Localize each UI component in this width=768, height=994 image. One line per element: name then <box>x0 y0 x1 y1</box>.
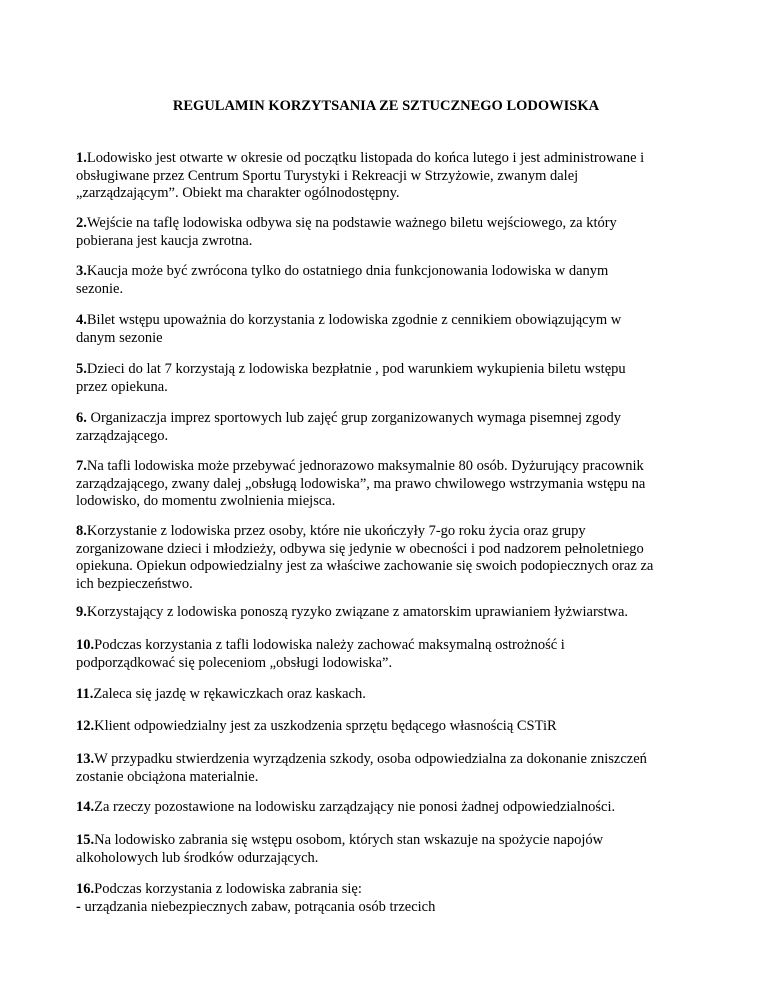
bullet-dash: - <box>76 898 81 915</box>
paragraph-number: 8. <box>76 523 87 539</box>
paragraph-2 <box>76 215 694 250</box>
paragraph-text: ich bezpieczeństwo. <box>76 575 193 592</box>
paragraph-number: 4. <box>76 312 87 328</box>
paragraph-text: zarządzającego, zwany dalej „obsługą lodowiska”, ma prawo chwilowego wstrzymania wstępu na <box>76 475 646 492</box>
paragraph-number: 15. <box>76 832 95 848</box>
paragraph-text: danym sezonie <box>76 329 163 346</box>
paragraph-number: 9. <box>76 604 87 620</box>
paragraph-text: „zarządzającym”. Obiekt ma charakter ogólnodostępny. <box>76 185 400 201</box>
paragraph-text: Klient odpowiedzialny jest za uszkodzenia sprzętu będącego własnością CSTiR <box>94 718 557 734</box>
paragraph-text: Zaleca się jazdę w rękawiczkach oraz kaskach. <box>93 686 366 702</box>
paragraph-number: 10. <box>76 637 95 653</box>
paragraph-text: Korzystający z lodowiska ponoszą ryzyko związane z amatorskim uprawianiem łyżwiarstwa. <box>86 604 629 620</box>
paragraph-text: Na tafli lodowiska może przebywać jednorazowo maksymalnie 80 osób. Dyżurujący pracownik <box>86 458 644 474</box>
paragraph-number: 6. <box>76 410 87 426</box>
paragraph-text: Kaucja może być zwrócona tylko do ostatniego dnia funkcjonowania lodowiska w danym <box>86 263 609 279</box>
bullet-text: urządzania niebezpiecznych zabaw, potrącania osób trzecich <box>80 898 436 915</box>
paragraph-text: Podczas korzystania z tafli lodowiska należy zachować maksymalną ostrożność i <box>94 637 565 653</box>
paragraph-number: 3. <box>76 263 87 279</box>
paragraph-1 <box>76 150 694 203</box>
paragraph-7 <box>76 458 694 511</box>
paragraph-text: Za rzeczy pozostawione na lodowisku zarządzający nie ponosi żadnej odpowiedzialności. <box>94 799 616 815</box>
paragraph-number: 2. <box>76 215 87 231</box>
paragraph-text: alkoholowych lub środków odurzających. <box>76 849 319 866</box>
paragraph-text: obsługiwane przez Centrum Sportu Turystyki i Rekreacji w Strzyżowie, zwanym dalej <box>76 167 579 184</box>
paragraph-6 <box>76 410 694 445</box>
paragraph-11 <box>76 686 694 704</box>
paragraph-text: zostanie obciążona materialnie. <box>76 768 259 785</box>
paragraph-5 <box>76 361 694 396</box>
paragraph-number: 11. <box>76 686 94 702</box>
paragraph-text: podporządkować się poleceniom „obsługi lodowiska”. <box>76 654 393 671</box>
paragraph-number: 5. <box>76 361 87 377</box>
paragraph-text: Korzystanie z lodowiska przez osoby, które nie ukończyły 7-go roku życia oraz grupy <box>86 523 586 539</box>
paragraph-12 <box>76 718 694 736</box>
paragraph-text: Organizaczja imprez sportowych lub zajęć grup zorganizowanych wymaga pisemnej zgody <box>86 410 622 426</box>
paragraph-number: 12. <box>76 718 95 734</box>
paragraph-number: 14. <box>76 799 95 815</box>
paragraph-text: przez opiekuna. <box>76 378 168 395</box>
paragraph-8 <box>76 523 694 593</box>
paragraph-number: 13. <box>76 751 95 767</box>
paragraph-16 <box>76 881 694 916</box>
paragraph-text: sezonie. <box>76 280 124 297</box>
paragraph-text: lodowisko, do momentu zwolnienia miejsca. <box>76 493 336 509</box>
paragraph-text: pobierana jest kaucja zwrotna. <box>76 232 253 249</box>
paragraph-text: zarządzającego. <box>76 427 169 444</box>
paragraph-14 <box>76 799 694 817</box>
document-title: REGULAMIN KORZYTSANIA ZE SZTUCZNEGO LODOWISKA <box>172 98 600 114</box>
paragraph-text: Bilet wstępu upoważnia do korzystania z lodowiska zgodnie z cennikiem obowiązującym w <box>86 312 622 328</box>
paragraph-text: Lodowisko jest otwarte w okresie od początku listopada do końca lutego i jest administrowane i <box>86 150 645 166</box>
paragraph-9 <box>76 604 694 622</box>
paragraph-text: Na lodowisko zabrania się wstępu osobom, których stan wskazuje na spożycie napojów <box>94 832 604 848</box>
paragraph-3 <box>76 263 694 298</box>
paragraph-13 <box>76 751 694 786</box>
paragraph-number: 1. <box>76 150 87 166</box>
paragraph-4 <box>76 312 694 347</box>
paragraph-15 <box>76 832 694 867</box>
paragraph-text: zorganizowane dzieci i młodzieży, odbywa się jedynie w obecności i pod nadzorem pełnoletniego <box>76 540 644 557</box>
paragraph-text: Dzieci do lat 7 korzystają z lodowiska bezpłatnie , pod warunkiem wykupienia biletu wstępu <box>86 361 626 377</box>
paragraph-text: Podczas korzystania z lodowiska zabrania się: <box>94 881 362 897</box>
paragraph-number: 7. <box>76 458 87 474</box>
paragraph-text: Wejście na taflę lodowiska odbywa się na podstawie ważnego biletu wejściowego, za który <box>86 215 617 231</box>
bullet-item <box>76 899 694 917</box>
paragraph-10 <box>76 637 694 672</box>
paragraph-text: opiekuna. Opiekun odpowiedzialny jest za właściwe zachowanie się swoich podopiecznych oraz za <box>76 558 654 574</box>
paragraph-number: 16. <box>76 881 95 897</box>
paragraph-text: W przypadku stwierdzenia wyrządzenia szkody, osoba odpowiedzialna za dokonanie zniszczeń <box>94 751 647 767</box>
